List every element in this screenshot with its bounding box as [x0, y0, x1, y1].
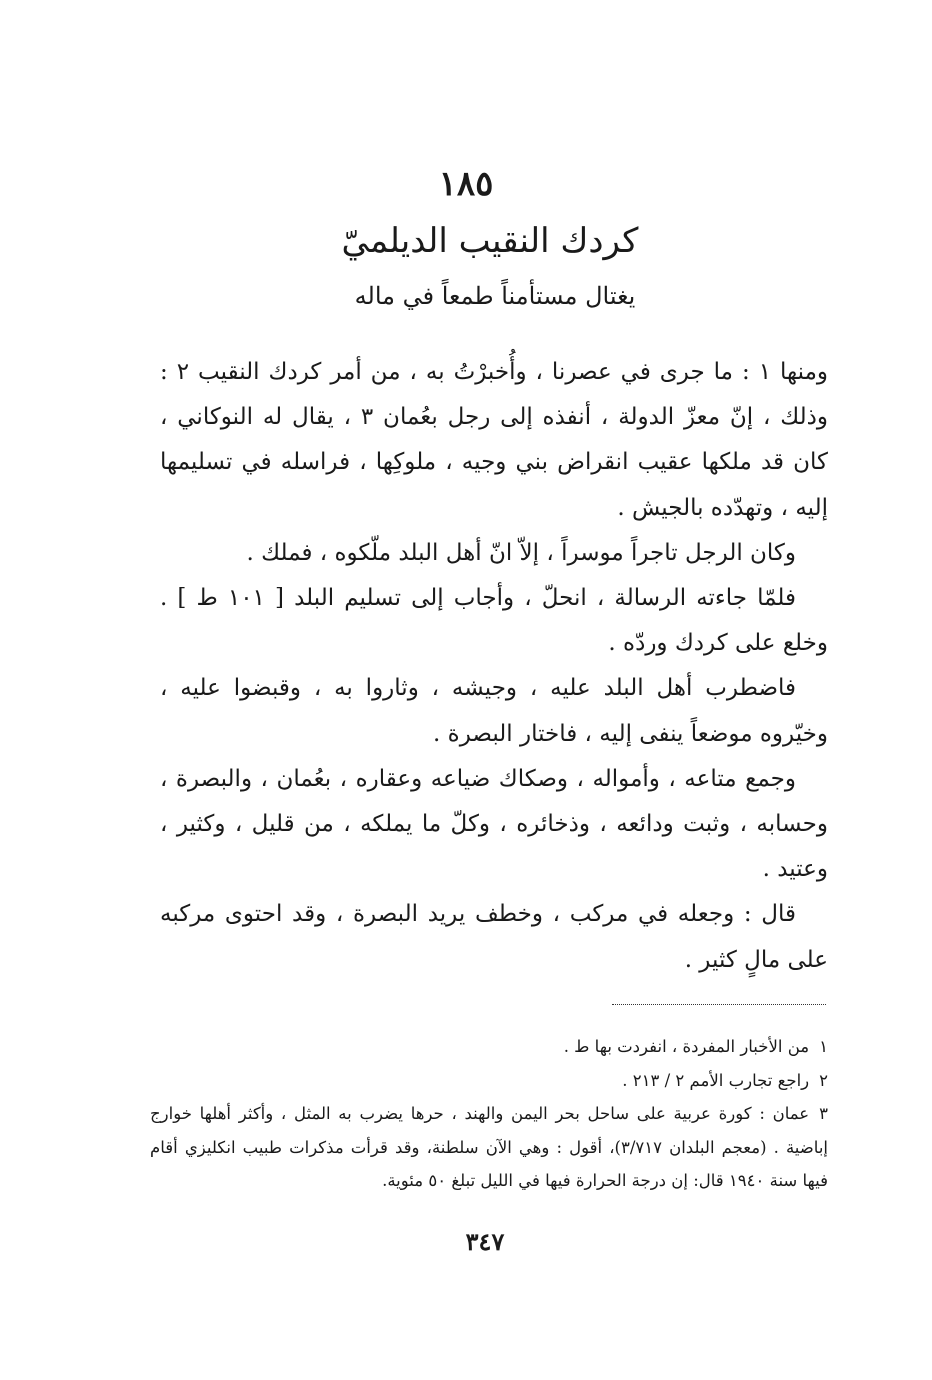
- footnotes: [150, 1030, 828, 1198]
- footnote: [150, 1097, 828, 1198]
- footnote-text: من الأخبار المفردة ، انفردت بها ط .: [563, 1037, 810, 1056]
- footnote-text: راجع تجارب الأمم ٢ / ٢١٣ .: [622, 1070, 810, 1090]
- paragraph: وكان الرجل تاجراً موسراً ، إلاّ انّ أهل البلد ملّكوه ، فملك .: [246, 539, 796, 566]
- footnote-number: ٢: [819, 1070, 828, 1090]
- story-title: كردك النقيب الديلميّ: [341, 221, 639, 261]
- paragraph: فلمّا جاءته الرسالة ، انحلّ ، وأجاب إلى تسليم البلد [ ١٠١ ط ] . وخلع على كردك وردّه .: [160, 585, 828, 657]
- page-number: ٣٤٧: [465, 1227, 505, 1256]
- footnote: [150, 1030, 828, 1064]
- paragraph: فاضطرب أهل البلد عليه ، وجيشه ، وثاروا به ، وقبضوا عليه ، وخيّروه موضعاً ينفى إليه ، فاختار البصرة .: [160, 675, 828, 747]
- paragraph: قال : وجعله في مركب ، وخطف يريد البصرة ، وقد احتوى مركبه على مالٍ كثير .: [160, 901, 828, 973]
- paragraph: وجمع متاعه ، وأمواله ، وصكاك ضياعه وعقاره ، بعُمان ، والبصرة ، وحسابه ، وثبت ودائعه ، وذخائره ، وكلّ ما يملكه ، من قليل ، وكثير ، وعتيد .: [160, 765, 828, 883]
- story-subtitle: يغتال مستأمناً طمعاً في ماله: [354, 282, 636, 310]
- paragraph: ومنها ١ : ما جرى في عصرنا ، وأُخبرْتُ به ، من أمر كردك النقيب ٢ : وذلك ، إنّ معزّ الدولة ، أنفذه إلى رجل بعُمان ٣ ، يقال له النوكاني ، كان قد ملكها عقيب انقراض بني وجيه ، ملوكِها ، فراسله في تسليمها إليه ، وتهدّده بالجيش .: [160, 359, 828, 521]
- footnote-divider: [612, 1004, 826, 1005]
- footnote-number: ١: [819, 1037, 828, 1056]
- body-text: [160, 350, 828, 983]
- footnote-number: ٣: [819, 1104, 828, 1124]
- footnote: [150, 1064, 828, 1098]
- footnote-text: عمان : كورة عربية على ساحل بحر اليمن والهند ، حرها يضرب به المثل ، وأكثر أهلها خوارج إباضية . (معجم البلدان ٣/٧١٧)، أقول : وهي الآن سلطنة، وقد قرأت مذكرات طبيب انكليزي أقام فيها سنة ١٩٤٠ قال: إن درجة الحرارة فيها في الليل تبلغ ٥٠ مئوية.: [150, 1104, 829, 1191]
- story-number: ١٨٥: [438, 164, 494, 204]
